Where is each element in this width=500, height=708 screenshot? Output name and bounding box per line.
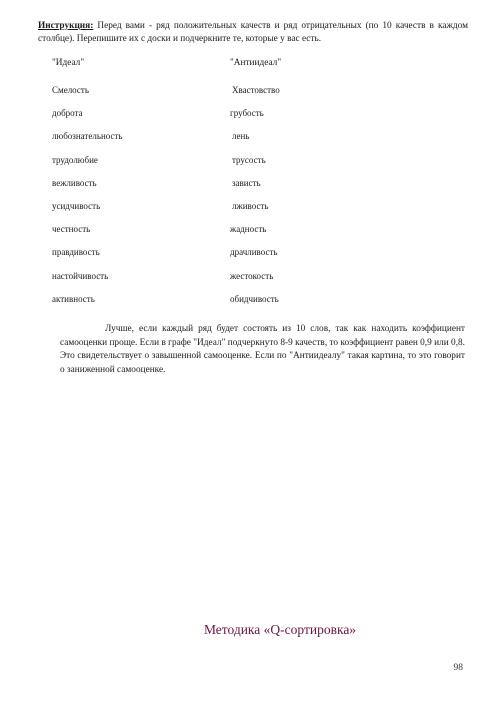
antiideal-item: лживость — [232, 200, 269, 211]
ideal-heading: "Идеал" — [52, 58, 85, 68]
ideal-item: усидчивость — [52, 200, 101, 211]
antiideal-item: жадность — [230, 224, 267, 235]
antiideal-item: лень — [232, 131, 250, 142]
antiideal-item: Хвастовство — [232, 85, 280, 95]
ideal-item: доброта — [52, 108, 83, 119]
antiideal-column — [230, 57, 400, 316]
ideal-item: активность — [52, 293, 95, 304]
ideal-item: честность — [52, 224, 91, 235]
ideal-item: Смелость — [52, 85, 89, 95]
antiideal-item: драчливость — [230, 247, 278, 258]
section-title: Методика «Q-сортировка» — [203, 622, 357, 637]
ideal-item: настойчивость — [52, 270, 109, 281]
instruction-text: Перед вами - ряд положительных качеств и ряд отрицательных (по 10 качеств в каждом столбце). Перепишите их с доски и подчеркните те, которые у вас есть. — [38, 21, 468, 44]
ideal-item: трудолюбие — [52, 154, 98, 165]
ideal-item: любознательность — [52, 131, 123, 142]
instruction-paragraph — [38, 20, 468, 46]
antiideal-item: грубость — [230, 108, 264, 119]
antiideal-item: зависть — [232, 177, 261, 188]
page-number: 98 — [453, 663, 463, 673]
ideal-item: правдивость — [52, 247, 100, 258]
antiideal-item: обидчивость — [230, 293, 279, 304]
antiideal-item: трусость — [232, 154, 266, 165]
antiideal-item: жестокость — [230, 270, 274, 281]
instruction-label: Инструкция: — [38, 21, 94, 31]
ideal-column — [52, 57, 222, 316]
antiideal-heading: "Антиидеал" — [230, 58, 282, 68]
explanation-paragraph: Лучше, если каждый ряд будет состоять из 10 слов, так как находить коэффициент самооценки проще. Если в графе "Идеал" подчеркнуто 8-9 качеств, то коэффициент равен 0,9 или 0,8. Это свидетельствует о завышенной самооценке. Если по "Антиидеалу" такая картина, то это говорит о заниженной самооценке. — [60, 324, 465, 375]
ideal-item: вежливость — [52, 177, 97, 188]
